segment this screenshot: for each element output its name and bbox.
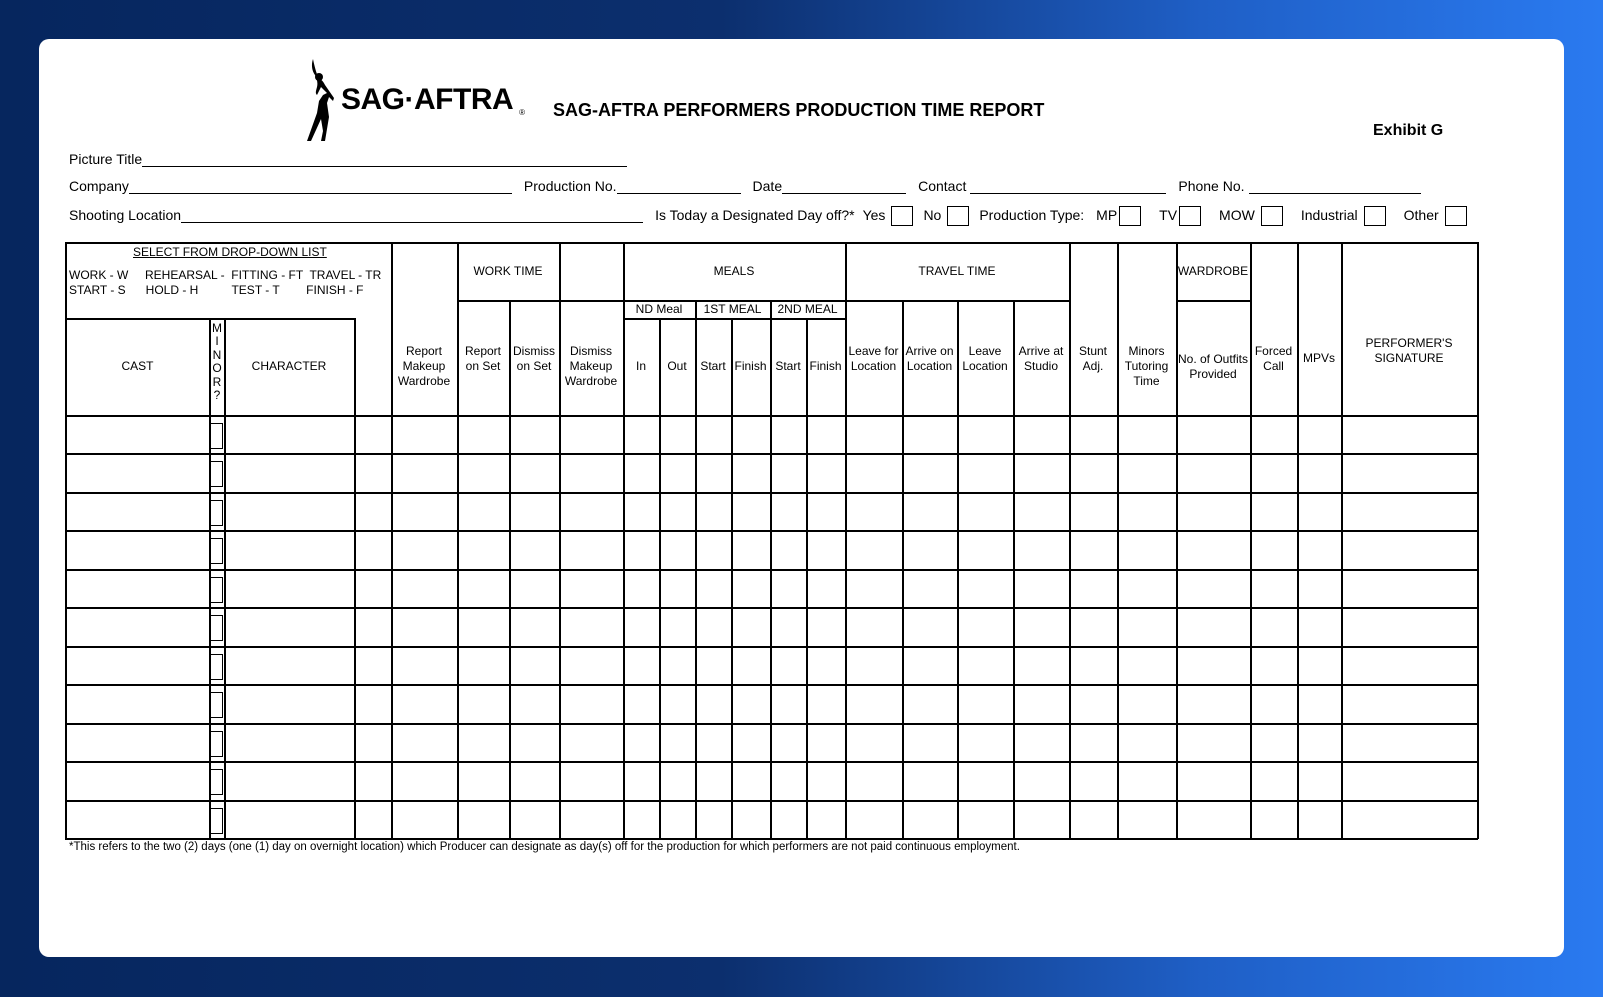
- minor-checkbox[interactable]: [210, 423, 223, 449]
- minor-checkbox[interactable]: [210, 654, 223, 680]
- minor-checkbox[interactable]: [210, 769, 223, 795]
- minor-checkbox[interactable]: [210, 615, 223, 641]
- wardrobe-header: WARDROBE: [1177, 263, 1249, 278]
- other-checkbox[interactable]: [1445, 206, 1467, 226]
- footnote: *This refers to the two (2) days (one (1) day on overnight location) which Producer can designate as day(s) off for the production for which performers are not paid continuous employment.: [69, 841, 1020, 853]
- date-field[interactable]: [782, 180, 906, 194]
- no-checkbox[interactable]: [947, 206, 969, 226]
- minor-checkbox[interactable]: [210, 577, 223, 603]
- signature-header: PERFORMER'S SIGNATURE: [1365, 335, 1453, 365]
- time-table-grid: [39, 39, 1564, 957]
- work-time-header: WORK TIME: [473, 263, 543, 278]
- company-label: Company: [69, 178, 129, 194]
- nd-meal-header: ND Meal: [635, 301, 683, 316]
- leave-for-location-header: Leave for Location: [848, 343, 899, 373]
- report-on-set-header: Report on Set: [464, 343, 502, 373]
- mow-label: MOW: [1219, 207, 1255, 223]
- mpvs-header: MPVs: [1302, 351, 1335, 365]
- nd-in-header: In: [635, 359, 646, 373]
- phone-no-label: Phone No.: [1178, 178, 1245, 194]
- outfits-header: No. of Outfits Provided: [1177, 351, 1249, 381]
- dismiss-makeup-header: Dismiss Makeup Wardrobe: [564, 344, 618, 388]
- minor-checkbox[interactable]: [210, 538, 223, 564]
- company-field[interactable]: [129, 180, 512, 194]
- first-meal-header: 1ST MEAL: [703, 301, 762, 316]
- legend-line-1: WORK - W REHEARSAL - FITTING - FT TRAVEL - TR: [69, 268, 382, 282]
- minor-checkbox[interactable]: [210, 461, 223, 487]
- minor-checkbox[interactable]: [210, 500, 223, 526]
- tv-checkbox[interactable]: [1179, 206, 1201, 226]
- dismiss-on-set-header: Dismiss on Set: [513, 343, 555, 373]
- production-type-label: Production Type:: [979, 207, 1085, 223]
- legend-title: SELECT FROM DROP-DOWN LIST: [133, 245, 327, 259]
- stunt-adj-header: Stunt Adj.: [1078, 343, 1108, 373]
- industrial-label: Industrial: [1300, 207, 1358, 223]
- yes-label: Yes: [862, 207, 886, 223]
- legend-line-2: START - S HOLD - H TEST - T FINISH - F: [69, 283, 364, 297]
- meals-header: MEALS: [713, 263, 755, 278]
- minor-header: M I N O R ?: [212, 321, 222, 403]
- second-meal-header: 2ND MEAL: [777, 301, 838, 316]
- shooting-location-field[interactable]: [181, 209, 643, 223]
- date-label: Date: [752, 178, 783, 194]
- production-no-label: Production No.: [523, 178, 617, 194]
- mp-checkbox[interactable]: [1119, 206, 1141, 226]
- minor-checkbox[interactable]: [210, 692, 223, 718]
- contact-field[interactable]: [970, 180, 1166, 194]
- forced-call-header: Forced Call: [1254, 343, 1293, 373]
- cast-header: CAST: [121, 359, 154, 373]
- tv-label: TV: [1159, 207, 1178, 223]
- minor-checkbox[interactable]: [210, 808, 223, 834]
- time-report-form: [39, 39, 1564, 957]
- sag-aftra-logo: SAG·AFTRA ®: [299, 57, 525, 143]
- shooting-location-row: [69, 203, 1477, 223]
- arrive-on-location-header: Arrive on Location: [905, 343, 954, 373]
- mow-checkbox[interactable]: [1261, 206, 1283, 226]
- meal2-start-header: Start: [775, 359, 801, 373]
- minors-tutoring-header: Minors Tutoring Time: [1124, 344, 1169, 388]
- shooting-location-label: Shooting Location: [69, 207, 182, 223]
- leave-location-header: Leave Location: [962, 343, 1008, 373]
- designated-day-off-label: Is Today a Designated Day off?*: [655, 207, 855, 223]
- company-row: [69, 178, 1433, 194]
- meal1-start-header: Start: [700, 359, 726, 373]
- mp-label: MP: [1096, 207, 1118, 223]
- meal1-finish-header: Finish: [734, 359, 767, 373]
- travel-time-header: TRAVEL TIME: [918, 263, 996, 278]
- phone-no-field[interactable]: [1249, 180, 1421, 194]
- character-header: CHARACTER: [251, 359, 327, 373]
- industrial-checkbox[interactable]: [1364, 206, 1386, 226]
- no-label: No: [923, 207, 942, 223]
- report-makeup-header: Report Makeup Wardrobe: [397, 344, 451, 388]
- report-title: SAG-AFTRA PERFORMERS PRODUCTION TIME REPORT: [553, 100, 1045, 120]
- dancer-figure-icon: [299, 57, 335, 143]
- yes-checkbox[interactable]: [891, 206, 913, 226]
- nd-out-header: Out: [667, 359, 687, 373]
- other-label: Other: [1403, 207, 1439, 223]
- meal2-finish-header: Finish: [809, 359, 842, 373]
- minor-checkbox[interactable]: [210, 731, 223, 757]
- picture-title-field[interactable]: [142, 153, 627, 167]
- logo-wordmark: SAG·AFTRA: [341, 83, 514, 116]
- exhibit-label: Exhibit G: [1373, 122, 1444, 139]
- arrive-at-studio-header: Arrive at Studio: [1018, 343, 1064, 373]
- production-no-field[interactable]: [617, 180, 741, 194]
- contact-label: Contact: [918, 178, 967, 194]
- picture-title-label: Picture Title: [69, 151, 143, 167]
- picture-title-row: [69, 151, 639, 167]
